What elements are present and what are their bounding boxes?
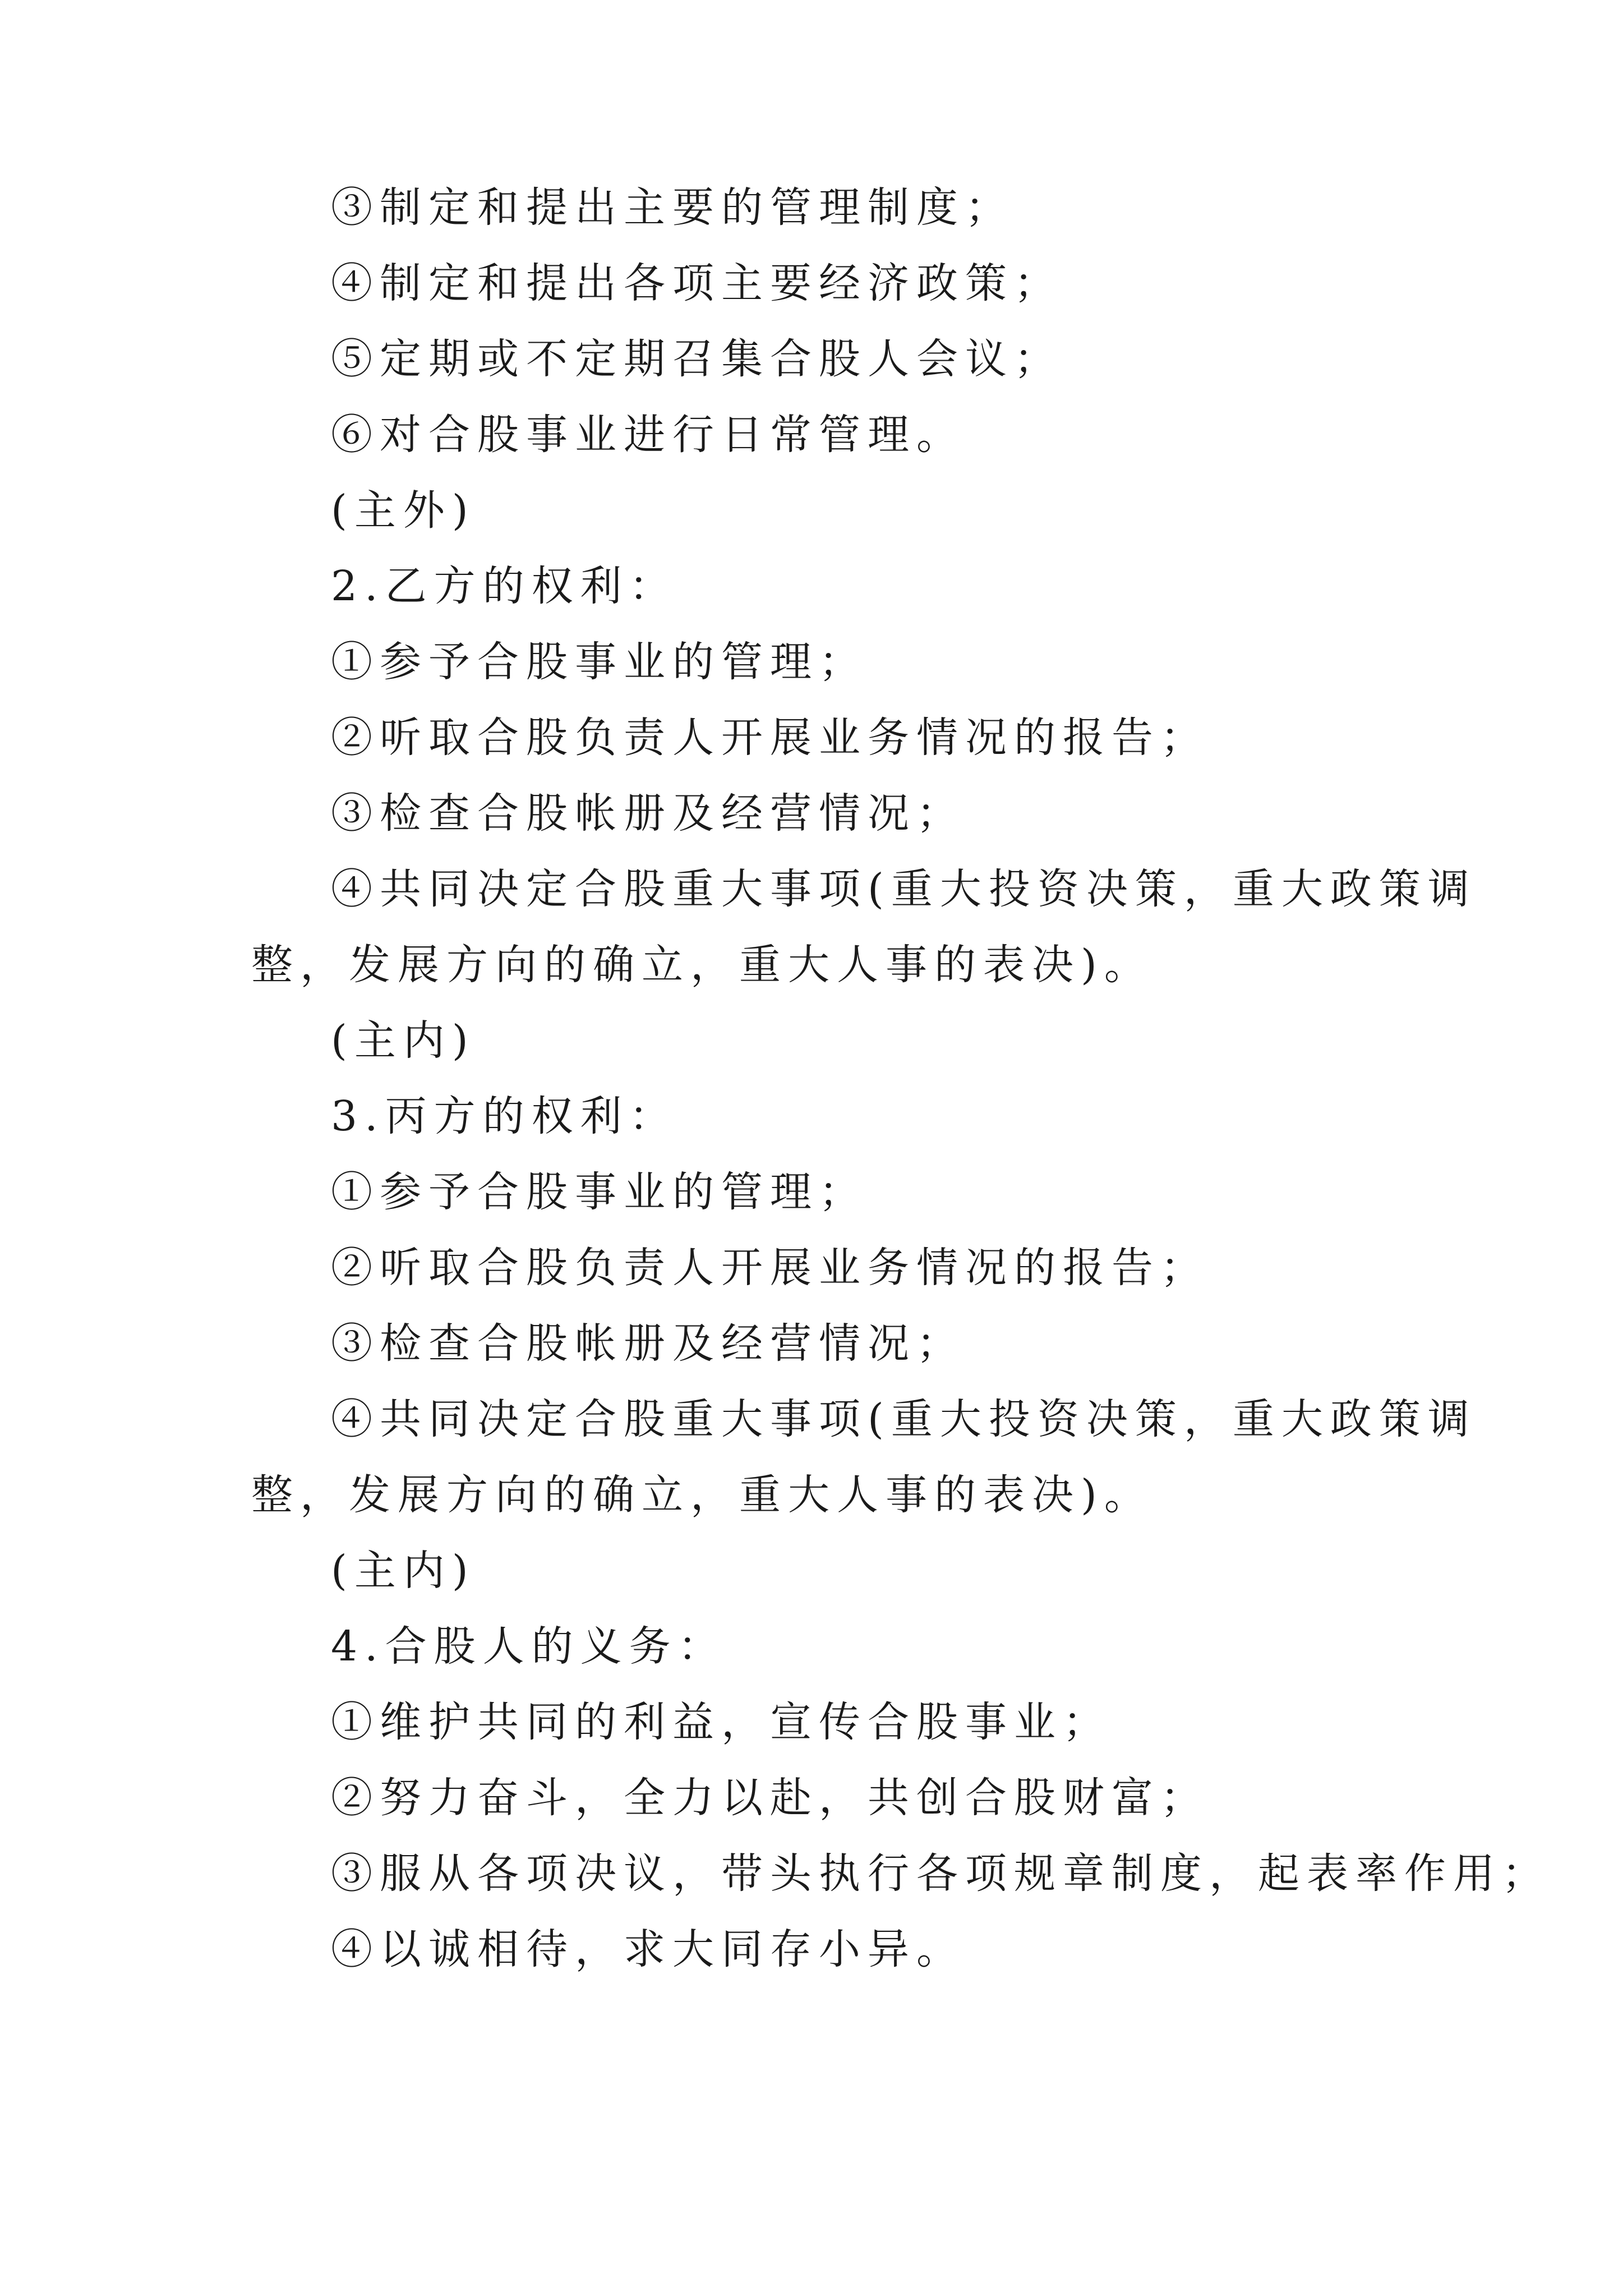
paragraph-line: 2.乙方的权利：	[331, 562, 678, 610]
paragraph-line: ②听取合股负责人开展业务情况的报告；	[331, 1244, 1209, 1292]
paragraph-line: ③检查合股帐册及经营情况；	[331, 1319, 965, 1368]
paragraph-line-continuation: 整，发展方向的确立，重大人事的表决)。	[251, 1471, 1153, 1519]
paragraph-line: ①参予合股事业的管理；	[331, 638, 868, 686]
paragraph-line: ①参予合股事业的管理；	[331, 1168, 868, 1216]
paragraph-line: 3.丙方的权利：	[331, 1092, 678, 1140]
paragraph-line: ②听取合股负责人开展业务情况的报告；	[331, 714, 1209, 762]
paragraph-line: ④制定和提出各项主要经济政策；	[331, 259, 1063, 307]
paragraph-line-continuation: 整，发展方向的确立，重大人事的表决)。	[251, 941, 1153, 989]
paragraph-line: ③制定和提出主要的管理制度；	[331, 183, 1014, 232]
paragraph-line: (主外)	[331, 486, 476, 535]
paragraph-line: ③服从各项决议，带头执行各项规章制度，起表率作用；	[331, 1849, 1551, 1898]
paragraph-line: ①维护共同的利益，宣传合股事业；	[331, 1698, 1112, 1746]
paragraph-line: 4.合股人的义务：	[331, 1622, 727, 1671]
paragraph-line: (主内)	[331, 1016, 476, 1065]
paragraph-line: ②努力奋斗，全力以赴，共创合股财富；	[331, 1774, 1209, 1822]
paragraph-line: ⑤定期或不定期召集合股人会议；	[331, 335, 1063, 383]
paragraph-line: ④共同决定合股重大事项(重大投资决策，重大政策调	[331, 865, 1477, 913]
paragraph-line: ⑥对合股事业进行日常管理。	[331, 411, 965, 459]
paragraph-line: ④以诚相待，求大同存小异。	[331, 1925, 965, 1973]
paragraph-line: (主内)	[331, 1547, 476, 1595]
paragraph-line: ④共同决定合股重大事项(重大投资决策，重大政策调	[331, 1395, 1477, 1443]
paragraph-line: ③检查合股帐册及经营情况；	[331, 789, 965, 838]
